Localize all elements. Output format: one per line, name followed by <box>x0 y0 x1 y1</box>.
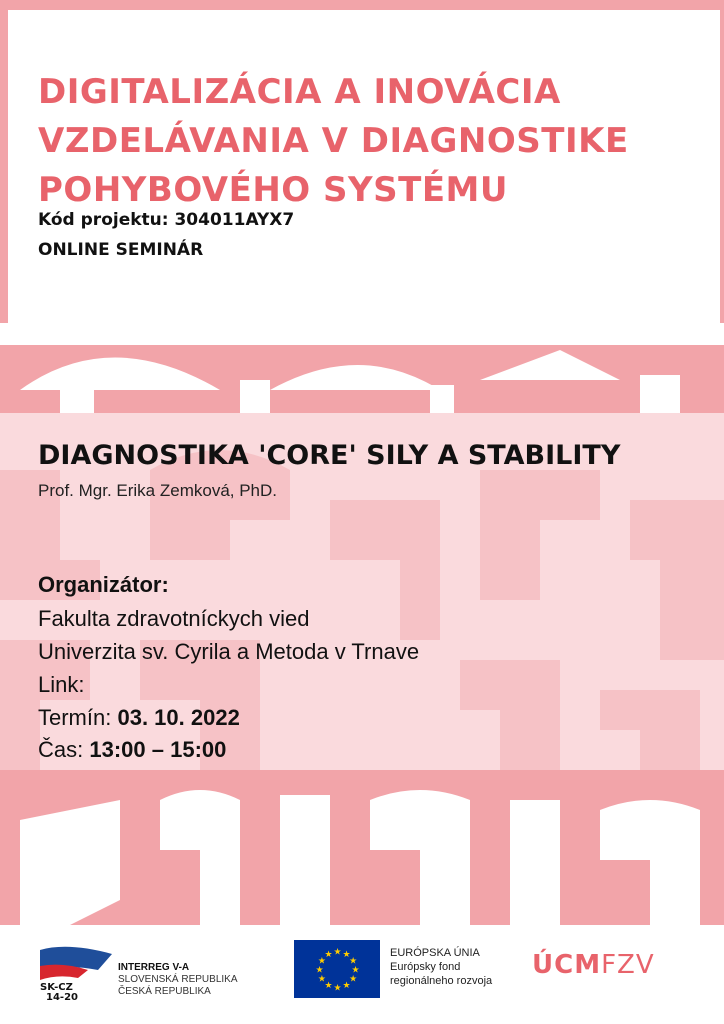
sk-cz-logo-line1: SK-CZ <box>40 982 73 993</box>
eu-flag-icon <box>294 940 380 998</box>
ucm-fzv-logo <box>532 950 655 980</box>
sk-cz-logo-line2: 14-20 <box>46 992 78 1000</box>
lecture-title: DIAGNOSTIKA 'CORE' SILY A STABILITY <box>38 440 621 471</box>
eu-line3: regionálneho rozvoja <box>390 975 493 987</box>
eu-star-icon: ★ <box>315 964 324 975</box>
lecturer-name: Prof. Mgr. Erika Zemková, PhD. <box>38 481 278 500</box>
interreg-text <box>118 962 238 998</box>
eu-star-icon: ★ <box>333 982 342 993</box>
organizer-label: Organizátor: <box>38 572 169 597</box>
time-value: 13:00 – 15:00 <box>89 737 227 762</box>
sk-cz-logo <box>38 940 114 1000</box>
eu-star-icon: ★ <box>324 948 333 959</box>
eu-star-icon: ★ <box>324 980 333 991</box>
main-title: DIGITALIZÁCIA A INOVÁCIA VZDELÁVANIA V DIAGNOSTIKE POHYBOVÉHO SYSTÉMU <box>38 72 629 210</box>
interreg-title: INTERREG V-A <box>118 962 190 973</box>
eu-star-icon: ★ <box>333 946 342 957</box>
interreg-line3: ČESKÁ REPUBLIKA <box>118 986 211 997</box>
eu-star-icon: ★ <box>351 964 360 975</box>
eu-star-icon: ★ <box>317 955 326 966</box>
time-row <box>38 737 226 763</box>
seminar-type: ONLINE SEMINÁR <box>38 240 204 260</box>
eu-star-icon: ★ <box>317 973 326 984</box>
eu-star-icon: ★ <box>349 973 358 984</box>
date-value: 03. 10. 2022 <box>117 705 240 730</box>
project-code: Kód projektu: 304011AYX7 <box>38 210 295 230</box>
eu-star-icon: ★ <box>342 948 351 959</box>
ucm-logo-part1: ÚCM <box>532 950 602 980</box>
date-row <box>38 705 240 731</box>
eu-line1: EURÓPSKA ÚNIA <box>390 947 480 959</box>
ucm-logo-part2: FZV <box>601 950 655 980</box>
eu-star-icon: ★ <box>349 955 358 966</box>
eu-text <box>390 946 492 988</box>
date-label: Termín: <box>38 705 112 730</box>
link-label: Link: <box>38 672 85 697</box>
eu-line2: Európsky fond <box>390 961 461 973</box>
organizer-university: Univerzita sv. Cyrila a Metoda v Trnave <box>38 639 420 664</box>
interreg-line2: SLOVENSKÁ REPUBLIKA <box>118 974 238 985</box>
eu-star-icon: ★ <box>342 980 351 991</box>
time-label: Čas: <box>38 737 84 762</box>
organizer-faculty: Fakulta zdravotníckych vied <box>38 606 310 631</box>
